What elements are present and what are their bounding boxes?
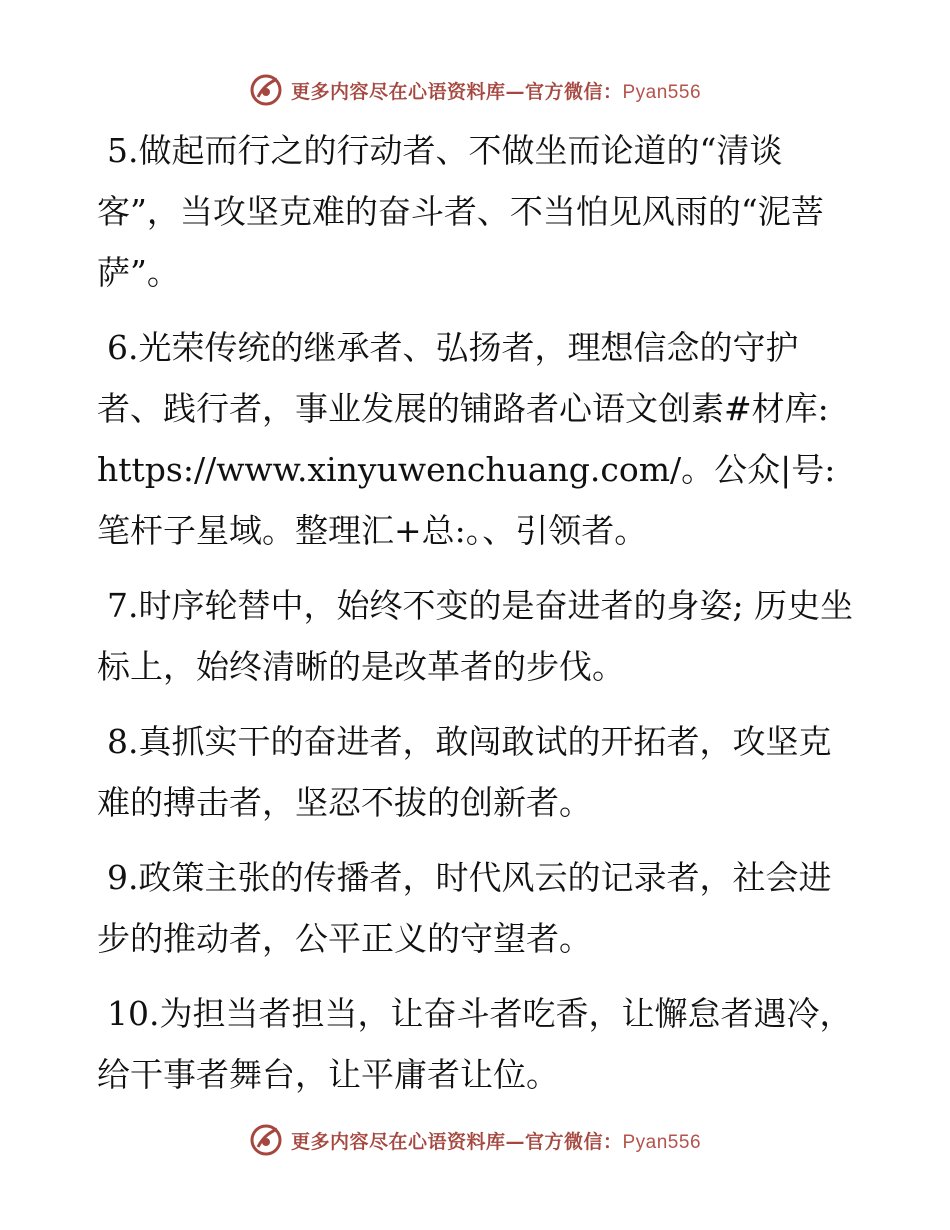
list-item: 6.光荣传统的继承者、弘扬者，理想信念的守护者、践行者，事业发展的铺路者心语文创素#材库: https://www.xinyuwenchuang.com/。公众|号: 笔杆子星域。整理汇+总:。、引领者。 bbox=[97, 328, 836, 550]
document-body bbox=[97, 120, 857, 1119]
logo-icon bbox=[249, 73, 283, 107]
list-item: 10.为担当者担当，让奋斗者吃香，让懈怠者遇冷，给干事者舞台，让平庸者让位。 bbox=[97, 994, 853, 1094]
footer-watermark bbox=[0, 1120, 950, 1160]
list-item: 5.做起而行之的行动者、不做坐而论道的“清谈客”，当攻坚克难的奋斗者、不当怕见风雨的“泥菩萨”。 bbox=[97, 131, 824, 292]
logo-icon bbox=[249, 1123, 283, 1157]
list-item: 7.时序轮替中，始终不变的是奋进者的身姿; 历史坐标上，始终清晰的是改革者的步伐。 bbox=[97, 586, 854, 686]
watermark-text: 更多内容尽在心语资料库—官方微信：Pyan556 bbox=[290, 80, 702, 103]
header-watermark bbox=[0, 70, 950, 110]
list-item: 8.真抓实干的奋进者，敢闯敢试的开拓者，攻坚克难的搏击者，坚忍不拔的创新者。 bbox=[97, 722, 832, 822]
list-item: 9.政策主张的传播者，时代风云的记录者，社会进步的推动者，公平正义的守望者。 bbox=[97, 858, 832, 958]
watermark-text: 更多内容尽在心语资料库—官方微信：Pyan556 bbox=[290, 1130, 702, 1153]
